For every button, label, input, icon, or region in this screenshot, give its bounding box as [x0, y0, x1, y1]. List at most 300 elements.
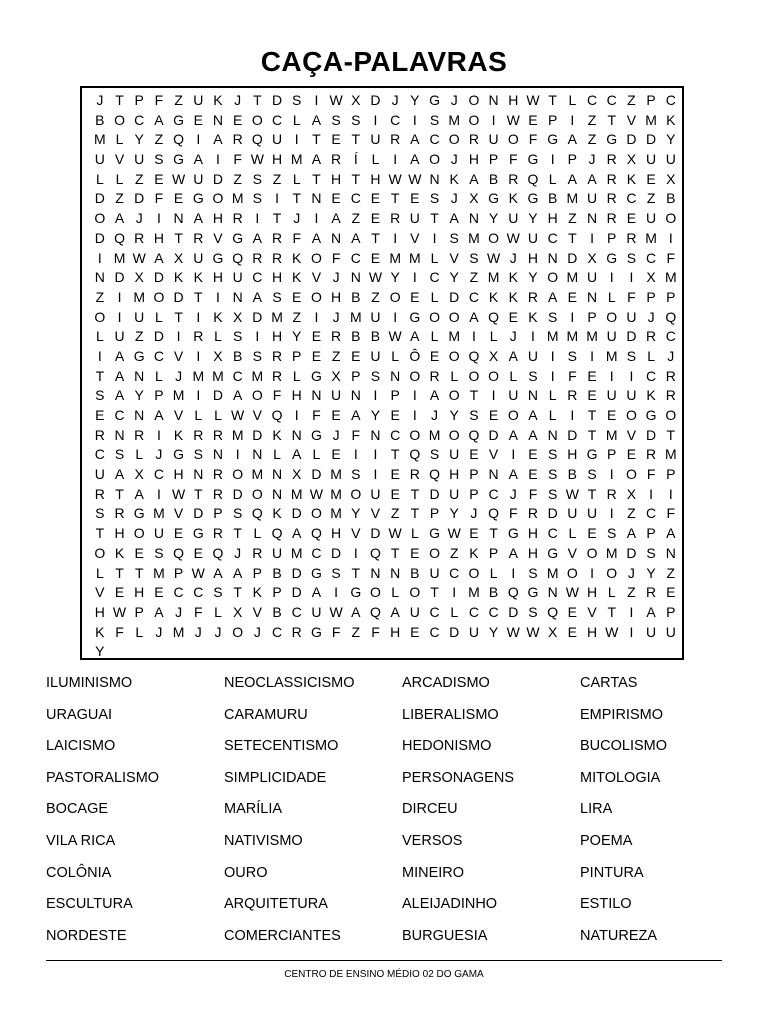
grid-letter[interactable]: A	[213, 131, 223, 148]
grid-letter[interactable]: A	[528, 426, 538, 443]
grid-letter[interactable]: G	[527, 584, 539, 601]
grid-letter[interactable]: U	[331, 387, 342, 404]
grid-letter[interactable]: J	[194, 623, 202, 640]
grid-letter[interactable]: U	[468, 623, 479, 640]
grid-letter[interactable]: W	[388, 525, 402, 542]
grid-letter[interactable]: I	[432, 229, 437, 246]
grid-letter[interactable]: V	[626, 426, 637, 443]
grid-letter[interactable]: N	[212, 446, 224, 463]
grid-letter[interactable]: Q	[271, 407, 283, 423]
grid-letter[interactable]: I	[196, 347, 201, 364]
grid-letter[interactable]: L	[135, 623, 144, 640]
grid-letter[interactable]: T	[587, 485, 597, 502]
grid-letter[interactable]: I	[590, 347, 594, 364]
grid-letter[interactable]: U	[606, 387, 617, 404]
grid-letter[interactable]: E	[567, 288, 578, 305]
grid-letter[interactable]: O	[586, 544, 598, 561]
grid-letter[interactable]: S	[272, 288, 282, 305]
grid-letter[interactable]: L	[430, 328, 439, 345]
grid-letter[interactable]: N	[212, 111, 224, 128]
grid-letter[interactable]: H	[468, 151, 479, 168]
grid-letter[interactable]: N	[271, 466, 283, 483]
grid-letter[interactable]: R	[331, 328, 342, 345]
grid-letter[interactable]: D	[370, 92, 381, 108]
grid-letter[interactable]: X	[351, 92, 361, 108]
grid-letter[interactable]: E	[311, 328, 322, 345]
grid-letter[interactable]: R	[193, 229, 204, 246]
grid-letter[interactable]: L	[135, 446, 144, 463]
grid-letter[interactable]: P	[646, 525, 656, 542]
grid-letter[interactable]: B	[488, 584, 499, 601]
grid-letter[interactable]: U	[646, 210, 657, 227]
grid-letter[interactable]: E	[626, 210, 637, 227]
grid-letter[interactable]: W	[388, 328, 402, 345]
grid-letter[interactable]: O	[625, 466, 637, 483]
grid-letter[interactable]: M	[664, 446, 677, 463]
grid-letter[interactable]: L	[548, 387, 557, 404]
grid-letter[interactable]: J	[293, 210, 301, 227]
grid-letter[interactable]: I	[314, 308, 319, 325]
grid-letter[interactable]: T	[233, 584, 242, 601]
grid-letter[interactable]: K	[213, 92, 223, 108]
grid-letter[interactable]: U	[626, 387, 637, 404]
grid-letter[interactable]: L	[273, 446, 281, 463]
grid-letter[interactable]: C	[429, 131, 440, 148]
grid-letter[interactable]: X	[547, 623, 558, 640]
grid-letter[interactable]: C	[390, 426, 401, 443]
grid-letter[interactable]: B	[567, 466, 578, 483]
grid-letter[interactable]: R	[646, 446, 657, 463]
grid-letter[interactable]: T	[666, 426, 676, 443]
grid-letter[interactable]: Y	[449, 407, 459, 423]
grid-letter[interactable]: O	[468, 367, 480, 384]
grid-letter[interactable]: G	[310, 623, 322, 640]
grid-letter[interactable]: A	[154, 407, 164, 423]
grid-letter[interactable]: F	[272, 387, 282, 404]
grid-letter[interactable]: I	[649, 485, 654, 502]
grid-letter[interactable]: A	[508, 544, 518, 561]
grid-letter[interactable]: D	[212, 387, 224, 404]
grid-letter[interactable]: A	[567, 170, 578, 187]
grid-letter[interactable]: N	[586, 288, 598, 305]
grid-letter[interactable]: I	[275, 190, 279, 207]
grid-letter[interactable]: C	[665, 92, 676, 108]
grid-letter[interactable]: C	[429, 623, 440, 640]
grid-letter[interactable]: O	[409, 426, 421, 443]
grid-letter[interactable]: K	[173, 426, 184, 443]
grid-letter[interactable]: L	[607, 288, 616, 305]
grid-letter[interactable]: L	[607, 584, 616, 601]
grid-letter[interactable]: D	[331, 544, 342, 561]
grid-letter[interactable]: A	[351, 229, 361, 246]
grid-letter[interactable]: N	[331, 229, 342, 246]
grid-letter[interactable]: Y	[410, 92, 420, 108]
grid-letter[interactable]: R	[193, 426, 204, 443]
grid-letter[interactable]: L	[292, 111, 301, 128]
grid-letter[interactable]: D	[547, 505, 558, 522]
grid-letter[interactable]: S	[232, 328, 243, 345]
grid-letter[interactable]: H	[331, 288, 342, 305]
grid-letter[interactable]: G	[429, 525, 440, 542]
grid-letter[interactable]: S	[429, 111, 440, 128]
grid-letter[interactable]: H	[527, 544, 539, 561]
grid-letter[interactable]: R	[567, 387, 578, 404]
grid-letter[interactable]: O	[310, 288, 322, 305]
grid-letter[interactable]: A	[567, 131, 578, 148]
grid-letter[interactable]: M	[290, 544, 303, 561]
grid-letter[interactable]: G	[133, 505, 145, 522]
grid-letter[interactable]: R	[646, 584, 657, 601]
grid-letter[interactable]: G	[133, 347, 145, 364]
grid-letter[interactable]: G	[527, 151, 539, 168]
grid-letter[interactable]: I	[609, 466, 614, 483]
grid-letter[interactable]: V	[95, 584, 105, 601]
grid-letter[interactable]: L	[194, 407, 203, 423]
grid-letter[interactable]: L	[95, 328, 104, 345]
grid-letter[interactable]: D	[134, 190, 145, 207]
grid-letter[interactable]: O	[547, 269, 559, 286]
grid-letter[interactable]: O	[94, 544, 106, 561]
grid-letter[interactable]: G	[586, 446, 598, 463]
grid-letter[interactable]: G	[507, 525, 519, 542]
grid-letter[interactable]: I	[393, 151, 398, 168]
grid-letter[interactable]: R	[429, 367, 440, 384]
grid-letter[interactable]: A	[469, 170, 479, 187]
grid-letter[interactable]: Z	[134, 170, 144, 187]
grid-letter[interactable]: M	[448, 328, 461, 345]
grid-letter[interactable]: H	[212, 210, 224, 227]
grid-letter[interactable]: O	[251, 485, 263, 502]
grid-letter[interactable]: F	[194, 603, 203, 620]
grid-letter[interactable]: G	[310, 564, 322, 581]
grid-letter[interactable]: O	[566, 564, 578, 581]
grid-letter[interactable]: A	[154, 249, 164, 266]
grid-letter[interactable]: M	[113, 249, 126, 266]
grid-letter[interactable]: X	[213, 347, 223, 364]
grid-letter[interactable]: U	[311, 603, 322, 620]
grid-letter[interactable]: U	[586, 505, 598, 522]
grid-letter[interactable]: J	[253, 623, 261, 640]
grid-letter[interactable]: O	[488, 229, 500, 246]
grid-letter[interactable]: S	[193, 446, 203, 463]
grid-letter[interactable]: F	[568, 367, 577, 384]
grid-letter[interactable]: H	[527, 525, 539, 542]
grid-letter[interactable]: Q	[409, 446, 421, 463]
grid-letter[interactable]: I	[393, 229, 398, 246]
grid-letter[interactable]: A	[410, 151, 420, 168]
grid-letter[interactable]: J	[332, 426, 340, 443]
grid-letter[interactable]: G	[547, 544, 559, 561]
grid-letter[interactable]: L	[509, 367, 518, 384]
grid-letter[interactable]: P	[134, 92, 144, 108]
grid-letter[interactable]: I	[668, 485, 673, 502]
grid-letter[interactable]: X	[173, 249, 184, 266]
grid-letter[interactable]: R	[646, 328, 657, 345]
grid-letter[interactable]: Z	[390, 505, 400, 522]
grid-letter[interactable]: H	[586, 584, 598, 601]
grid-letter[interactable]: R	[606, 210, 617, 227]
grid-letter[interactable]: R	[134, 229, 145, 246]
grid-letter[interactable]: G	[527, 190, 539, 207]
grid-letter[interactable]: R	[527, 505, 539, 522]
grid-letter[interactable]: I	[412, 387, 417, 404]
grid-letter[interactable]: T	[253, 92, 262, 108]
grid-letter[interactable]: T	[390, 544, 400, 561]
grid-letter[interactable]: P	[666, 603, 676, 620]
grid-letter[interactable]: M	[664, 269, 677, 286]
grid-letter[interactable]: J	[509, 485, 517, 502]
grid-letter[interactable]: I	[176, 328, 181, 345]
grid-letter[interactable]: N	[370, 564, 381, 581]
grid-letter[interactable]: F	[528, 131, 538, 148]
grid-letter[interactable]: R	[626, 229, 637, 246]
grid-letter[interactable]: S	[331, 564, 341, 581]
grid-letter[interactable]: H	[586, 623, 598, 640]
grid-letter[interactable]: M	[566, 269, 579, 286]
grid-letter[interactable]: Q	[212, 544, 224, 561]
grid-letter[interactable]: O	[448, 131, 460, 148]
grid-letter[interactable]: Y	[488, 623, 499, 640]
grid-letter[interactable]: R	[252, 249, 263, 266]
grid-letter[interactable]: X	[232, 603, 243, 620]
grid-letter[interactable]: E	[469, 446, 479, 463]
grid-letter[interactable]: R	[212, 466, 224, 483]
grid-letter[interactable]: J	[391, 92, 399, 108]
grid-letter[interactable]: K	[114, 544, 125, 561]
grid-letter[interactable]: J	[647, 308, 655, 325]
grid-letter[interactable]: O	[448, 426, 460, 443]
grid-letter[interactable]: D	[488, 426, 499, 443]
grid-letter[interactable]: E	[666, 584, 676, 601]
grid-letter[interactable]: O	[153, 288, 165, 305]
grid-letter[interactable]: L	[568, 525, 577, 542]
grid-letter[interactable]: A	[508, 426, 518, 443]
grid-letter[interactable]: X	[488, 347, 499, 364]
grid-letter[interactable]: R	[508, 170, 519, 187]
grid-letter[interactable]: T	[489, 525, 498, 542]
grid-letter[interactable]: R	[212, 525, 224, 542]
grid-letter[interactable]: D	[449, 288, 460, 305]
grid-letter[interactable]: I	[570, 407, 575, 423]
grid-letter[interactable]: E	[390, 485, 400, 502]
grid-letter[interactable]: I	[590, 564, 594, 581]
grid-letter[interactable]: E	[114, 584, 125, 601]
grid-letter[interactable]: W	[506, 111, 520, 128]
grid-letter[interactable]: F	[666, 505, 676, 522]
grid-letter[interactable]: A	[508, 347, 518, 364]
grid-letter[interactable]: Z	[95, 288, 105, 305]
grid-letter[interactable]: O	[212, 190, 224, 207]
grid-letter[interactable]: I	[117, 288, 122, 305]
grid-letter[interactable]: G	[488, 190, 500, 207]
grid-letter[interactable]: K	[252, 584, 263, 601]
grid-letter[interactable]: C	[291, 603, 302, 620]
grid-letter[interactable]: C	[94, 446, 105, 463]
grid-letter[interactable]: A	[114, 387, 125, 404]
grid-letter[interactable]: J	[332, 308, 340, 325]
grid-letter[interactable]: A	[547, 288, 558, 305]
grid-letter[interactable]: S	[547, 485, 558, 502]
grid-letter[interactable]: I	[491, 111, 496, 128]
grid-letter[interactable]: D	[567, 249, 578, 266]
grid-letter[interactable]: I	[235, 446, 240, 463]
grid-letter[interactable]: M	[409, 249, 421, 266]
grid-letter[interactable]: Z	[666, 564, 676, 581]
grid-letter[interactable]: A	[114, 367, 125, 384]
grid-letter[interactable]: Y	[646, 564, 656, 581]
grid-letter[interactable]: V	[587, 603, 597, 620]
grid-letter[interactable]: R	[665, 387, 676, 404]
grid-letter[interactable]: O	[310, 249, 322, 266]
grid-letter[interactable]: S	[528, 367, 538, 384]
grid-letter[interactable]: W	[565, 584, 579, 601]
grid-letter[interactable]: U	[626, 308, 637, 325]
grid-letter[interactable]: N	[468, 210, 479, 227]
grid-letter[interactable]: M	[172, 387, 185, 404]
grid-letter[interactable]: W	[329, 92, 343, 108]
grid-letter[interactable]: A	[292, 446, 302, 463]
grid-letter[interactable]: I	[373, 466, 378, 483]
grid-letter[interactable]: N	[232, 288, 243, 305]
grid-letter[interactable]: E	[370, 210, 381, 227]
grid-letter[interactable]: A	[646, 603, 656, 620]
grid-letter[interactable]: O	[429, 308, 440, 325]
grid-letter[interactable]: J	[627, 564, 635, 581]
grid-letter[interactable]: T	[115, 564, 124, 581]
grid-letter[interactable]: E	[587, 387, 597, 404]
grid-letter[interactable]: G	[409, 308, 421, 325]
grid-letter[interactable]: A	[331, 210, 341, 227]
grid-letter[interactable]: H	[173, 466, 184, 483]
grid-letter[interactable]: A	[311, 111, 322, 128]
grid-letter[interactable]: B	[370, 328, 381, 345]
grid-letter[interactable]: S	[252, 347, 263, 364]
grid-letter[interactable]: L	[155, 308, 163, 325]
grid-letter[interactable]: N	[488, 466, 499, 483]
grid-letter[interactable]: R	[390, 131, 401, 148]
grid-letter[interactable]: I	[609, 505, 614, 522]
grid-letter[interactable]: P	[351, 367, 361, 384]
grid-letter[interactable]: L	[214, 603, 222, 620]
grid-letter[interactable]: J	[450, 151, 458, 168]
grid-letter[interactable]: I	[609, 367, 614, 384]
grid-letter[interactable]: X	[666, 170, 676, 187]
grid-letter[interactable]: R	[212, 485, 224, 502]
grid-letter[interactable]: E	[390, 466, 400, 483]
grid-letter[interactable]: L	[548, 170, 557, 187]
grid-letter[interactable]: C	[173, 584, 184, 601]
grid-letter[interactable]: O	[665, 407, 677, 423]
grid-letter[interactable]: T	[312, 131, 321, 148]
grid-letter[interactable]: T	[134, 564, 144, 581]
grid-letter[interactable]: M	[290, 485, 303, 502]
grid-letter[interactable]: Z	[627, 505, 636, 522]
grid-letter[interactable]: S	[114, 446, 125, 463]
grid-letter[interactable]: X	[134, 466, 144, 483]
grid-letter[interactable]: E	[626, 446, 637, 463]
grid-letter[interactable]: D	[153, 269, 164, 286]
grid-letter[interactable]: O	[468, 92, 480, 108]
grid-letter[interactable]: Q	[547, 603, 559, 620]
grid-letter[interactable]: C	[153, 466, 164, 483]
grid-letter[interactable]: I	[629, 367, 634, 384]
grid-letter[interactable]: F	[666, 249, 676, 266]
grid-letter[interactable]: B	[351, 328, 361, 345]
grid-letter[interactable]: U	[271, 544, 283, 561]
grid-letter[interactable]: S	[252, 170, 263, 187]
grid-letter[interactable]: K	[646, 387, 656, 404]
grid-letter[interactable]: H	[271, 151, 283, 168]
grid-letter[interactable]: C	[468, 603, 479, 620]
grid-letter[interactable]: T	[95, 525, 105, 542]
grid-letter[interactable]: A	[449, 210, 459, 227]
grid-letter[interactable]: R	[606, 485, 617, 502]
grid-letter[interactable]: I	[629, 603, 634, 620]
grid-letter[interactable]: A	[429, 387, 440, 404]
grid-letter[interactable]: C	[271, 111, 283, 128]
grid-letter[interactable]: A	[232, 387, 243, 404]
grid-letter[interactable]: Q	[310, 525, 322, 542]
grid-letter[interactable]: R	[232, 131, 243, 148]
grid-letter[interactable]: U	[665, 151, 676, 168]
grid-letter[interactable]: J	[450, 190, 458, 207]
grid-letter[interactable]: G	[232, 229, 244, 246]
grid-letter[interactable]: W	[605, 623, 619, 640]
grid-letter[interactable]: P	[213, 505, 223, 522]
grid-letter[interactable]: J	[470, 505, 478, 522]
grid-letter[interactable]: P	[607, 229, 617, 246]
grid-letter[interactable]: F	[233, 151, 242, 168]
grid-letter[interactable]: F	[509, 505, 518, 522]
grid-letter[interactable]: A	[351, 603, 361, 620]
grid-letter[interactable]: E	[232, 111, 243, 128]
grid-letter[interactable]: U	[567, 505, 578, 522]
grid-letter[interactable]: F	[646, 466, 656, 483]
grid-letter[interactable]: E	[154, 584, 164, 601]
grid-letter[interactable]: D	[626, 131, 637, 148]
grid-letter[interactable]: S	[154, 151, 164, 168]
grid-letter[interactable]: K	[626, 170, 637, 187]
grid-letter[interactable]: Q	[468, 347, 480, 364]
grid-letter[interactable]: H	[271, 269, 283, 286]
grid-letter[interactable]: G	[192, 190, 204, 207]
grid-letter[interactable]: E	[528, 446, 538, 463]
grid-letter[interactable]: R	[606, 151, 617, 168]
grid-letter[interactable]: P	[252, 564, 263, 581]
grid-letter[interactable]: X	[626, 485, 637, 502]
grid-letter[interactable]: E	[311, 347, 322, 364]
grid-letter[interactable]: U	[646, 151, 657, 168]
grid-letter[interactable]: M	[566, 190, 579, 207]
grid-letter[interactable]: O	[429, 151, 440, 168]
grid-letter[interactable]: I	[511, 446, 516, 463]
grid-letter[interactable]: V	[351, 525, 361, 542]
grid-letter[interactable]: S	[252, 190, 263, 207]
grid-letter[interactable]: E	[607, 407, 617, 423]
grid-letter[interactable]: M	[330, 505, 342, 522]
grid-letter[interactable]: Q	[251, 131, 263, 148]
grid-letter[interactable]: S	[547, 466, 558, 483]
grid-letter[interactable]: M	[271, 308, 283, 325]
grid-letter[interactable]: P	[567, 151, 578, 168]
grid-letter[interactable]: E	[410, 544, 420, 561]
grid-letter[interactable]: C	[606, 92, 617, 108]
grid-letter[interactable]: L	[371, 151, 380, 168]
grid-letter[interactable]: M	[428, 426, 441, 443]
grid-letter[interactable]: M	[212, 367, 224, 384]
grid-letter[interactable]: U	[232, 269, 243, 286]
grid-letter[interactable]: A	[154, 111, 164, 128]
